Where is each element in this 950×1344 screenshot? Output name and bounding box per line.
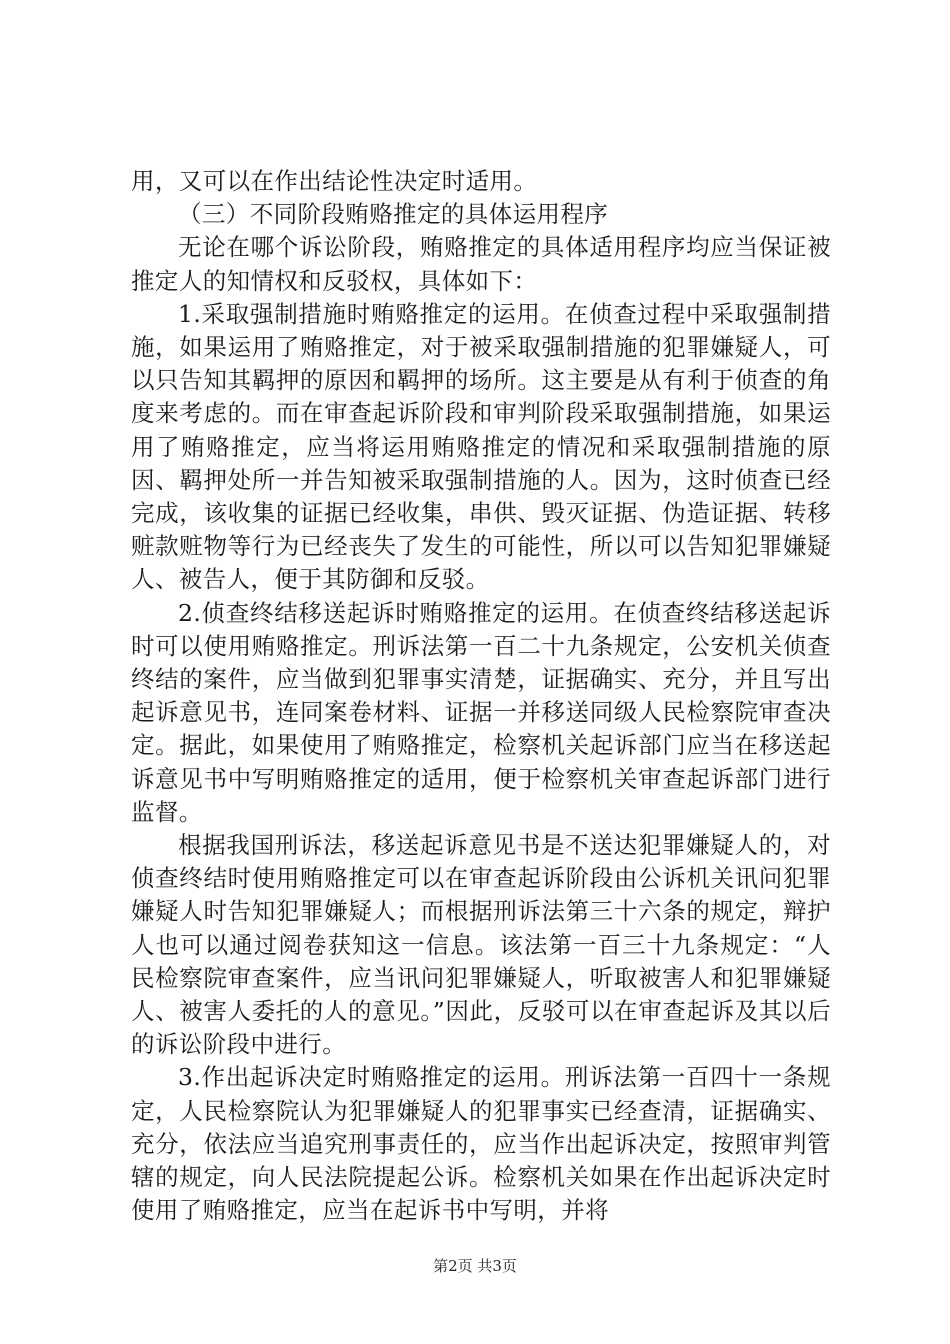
- paragraph-item-1: 1.采取强制措施时贿赂推定的运用。在侦查过程中采取强制措施，如果运用了贿赂推定，对于被采取强制措施的犯罪嫌疑人，可以只告知其羁押的原因和羁押的场所。这主要是从有利于侦查的角度来考虑的。而在审查起诉阶段和审判阶段采取强制措施，如果运用了贿赂推定，应当将运用贿赂推定的情况和采取强制措施的原因、羁押处所一并告知被采取强制措施的人。因为，这时侦查已经完成，该收集的证据已经收集，串供、毁灭证据、伪造证据、转移赃款赃物等行为已经丧失了发生的可能性，所以可以告知犯罪嫌疑人、被告人，便于其防御和反驳。: [131, 299, 831, 594]
- paragraph-item-3: 3.作出起诉决定时贿赂推定的运用。刑诉法第一百四十一条规定，人民检察院认为犯罪嫌疑人的犯罪事实已经查清，证据确实、充分，依法应当追究刑事责任的，应当作出起诉决定，按照审判管辖的规定，向人民法院提起公诉。检察机关如果在作出起诉决定时使用了贿赂推定，应当在起诉书中写明，并将: [131, 1063, 831, 1225]
- paragraph-intro: 无论在哪个诉讼阶段，贿赂推定的具体适用程序均应当保证被推定人的知情权和反驳权，具体如下：: [131, 233, 831, 295]
- page-footer: 第2页 共3页: [433, 1257, 517, 1275]
- document-body: [131, 165, 831, 1228]
- paragraph-item-2-detail: 根据我国刑诉法，移送起诉意见书是不送达犯罪嫌疑人的，对侦查终结时使用贿赂推定可以在审查起诉阶段由公诉机关讯问犯罪嫌疑人时告知犯罪嫌疑人；而根据刑诉法第三十六条的规定，辩护人也可以通过阅卷获知这一信息。该法第一百三十九条规定：“人民检察院审查案件，应当讯问犯罪嫌疑人，听取被害人和犯罪嫌疑人、被害人委托的人的意见。”因此，反驳可以在审查起诉及其以后的诉讼阶段中进行。: [131, 831, 831, 1059]
- section-heading: （三）不同阶段贿赂推定的具体运用程序: [178, 200, 609, 229]
- paragraph-continuation: 用，又可以在作出结论性决定时适用。: [131, 167, 538, 195]
- paragraph-item-2: 2.侦查终结移送起诉时贿赂推定的运用。在侦查终结移送起诉时可以使用贿赂推定。刑诉法第一百二十九条规定，公安机关侦查终结的案件，应当做到犯罪事实清楚，证据确实、充分，并且写出起诉意见书，连同案卷材料、证据一并移送同级人民检察院审查决定。据此，如果使用了贿赂推定，检察机关起诉部门应当在移送起诉意见书中写明贿赂推定的适用，便于检察机关审查起诉部门进行监督。: [131, 598, 831, 826]
